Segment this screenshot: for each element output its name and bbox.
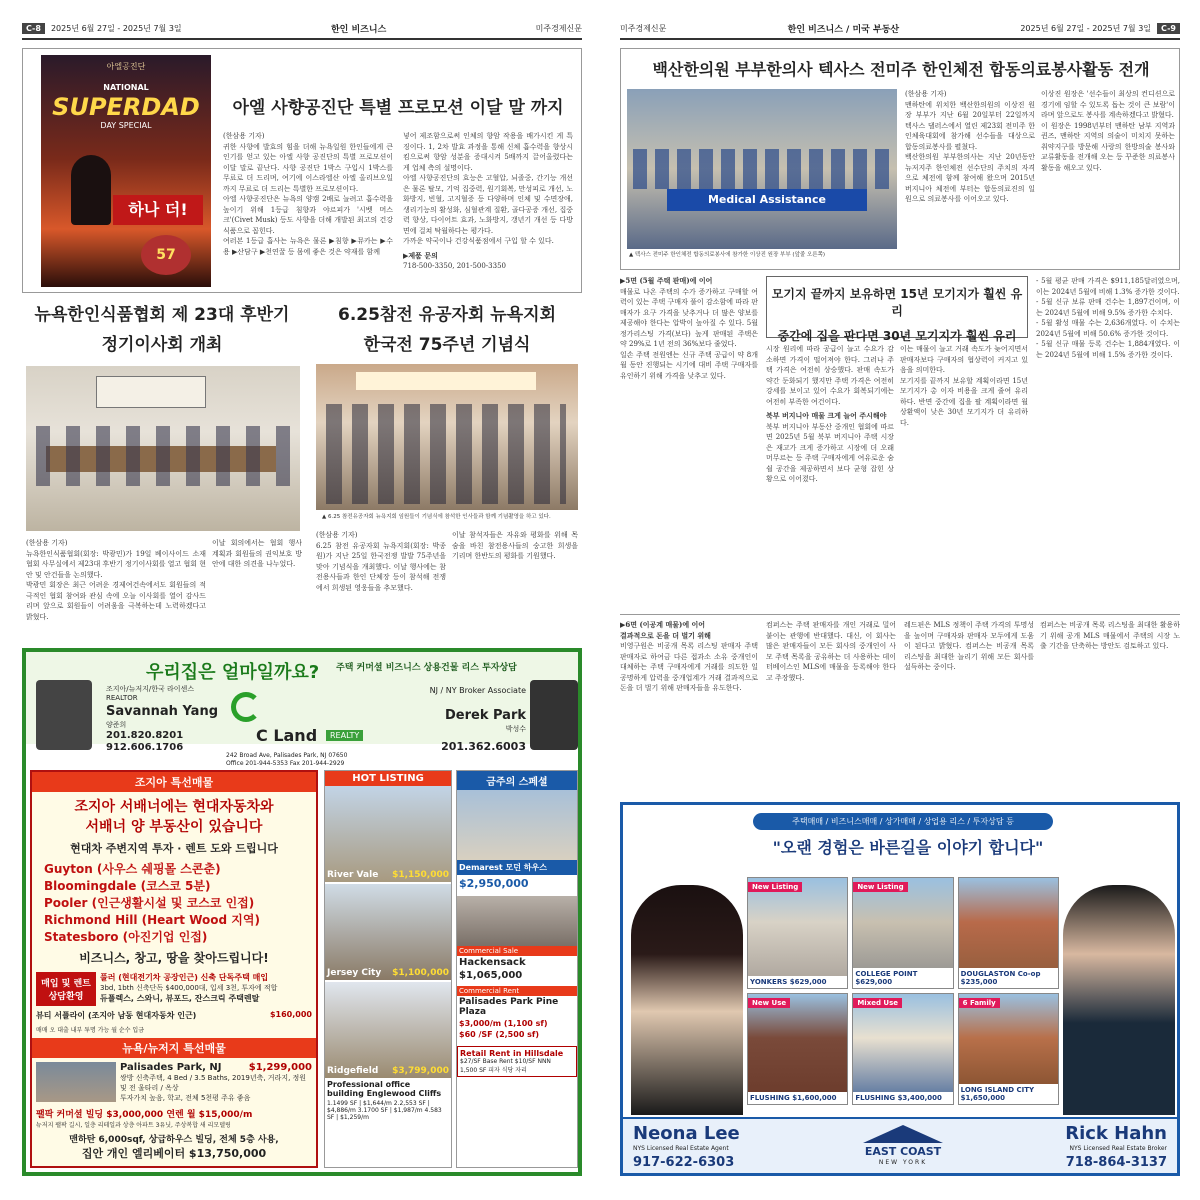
pooler-desc: 3bd, 1bth 신축단독 $400,000대, 입세 3천, 투자에 적합 [100, 984, 278, 992]
paper-name: 미주경제신문 [620, 23, 667, 33]
cland-office: Office 201-944-5353 Fax 201-944-2929 [226, 760, 345, 767]
agent1-name: Savannah Yang [106, 704, 218, 719]
headline-line: 6.25참전 유공자회 뉴욕지회 [337, 305, 556, 325]
ad-footer [623, 1117, 1177, 1173]
weekly-special-column [456, 770, 578, 1168]
rent-name: Palisades Park Pine Plaza [459, 997, 559, 1017]
pp-photo [36, 1062, 116, 1102]
listing-card[interactable] [958, 877, 1059, 989]
agent1-photo [36, 680, 92, 750]
paragraph: 아엘 사향공진단의 효능은 고혈압, 뇌졸중, 간기능 개선은 물론 탈모, 기억 집중력, 원기회복, 만성피로 개선, 노화방지, 빈혈, 고지혈증 등 다양하며 인체 및 수면장애, 생리기능의 활성화, 심혈관계 질환, 골다공증 개선, 집중력 향상, 다이어트 효과, 노화방지, 갱년기 개선 등 다방면에 걸쳐 탁월하다는 평가다. [403, 174, 573, 235]
georgia-line1: 조지아 서배너에는 현대자동차와 [74, 799, 274, 815]
agent2-kr: 박성수 [505, 725, 526, 733]
pp-price: $1,299,000 [248, 1062, 312, 1073]
listing-card[interactable] [747, 993, 848, 1105]
pp-title: Palisades Park, NJ [120, 1062, 222, 1073]
banner [96, 376, 206, 408]
cland-realty-ad [22, 648, 582, 1176]
georgia-line3: 현대차 주변지역 투자 · 렌트 도와 드립니다 [70, 842, 278, 855]
pp-commercial: 팰팍 커머셜 빌딩 $3,000,000 연렌 월 $15,000/m [36, 1110, 253, 1120]
ad-title: SUPERDAD [52, 93, 200, 121]
story3-column-1 [316, 530, 446, 593]
byline: (한삼용 기자) [316, 531, 358, 539]
agent1-name: Neona Lee [633, 1123, 740, 1144]
listing-card[interactable] [747, 877, 848, 989]
paragraph: 맨하탄에 위치한 백산한의원의 이상진 원장 부부가 지난 6월 20일부터 22일까지 텍사스 댈러스에서 열린 제23회 전미주 한인체육대회에 참가해 선수들을 대상으로 합동의료봉사를 펼쳤다. [905, 100, 1035, 151]
listing-price: $629,000 [855, 978, 893, 986]
agent2-role: NJ / NY Broker Associate [429, 686, 526, 695]
agent2-title: NYS Licensed Real Estate Broker [1069, 1145, 1167, 1152]
byline: (한삼용 기자) [905, 90, 947, 98]
bldg-list: 1.1499 SF | $1,644/m 2.2,553 SF | $4,886/m 3.1700 SF | $1,987/m 4.583 SF | $1,259/m [327, 1100, 442, 1121]
paragraph: - 5월 신규 보류 판매 건수는 1,897건이며, 이는 2024년 5월에 비해 9.5% 증가한 수치다. [1036, 298, 1180, 317]
veterans-ceremony-photo [316, 364, 578, 510]
listing-name: LONG ISLAND CITY [960, 1086, 1035, 1094]
ad-promo: 하나 더! [113, 195, 203, 225]
hack-label: Commercial Sale [457, 946, 577, 956]
story2-column-1 [26, 538, 206, 622]
rent-label: Commercial Rent [457, 986, 577, 996]
paragraph: - 5월 신규 매물 등록 건수는 1,884개였다. 이는 2024년 5월에 비해 1.5% 증가한 것이다. [1036, 340, 1180, 359]
divider [620, 614, 1180, 615]
right-page [620, 18, 1180, 1178]
subheading: 북부 버지니아 매물 크게 늘어 주시해야 [766, 411, 887, 420]
agent1-phone1[interactable]: 201.820.8201 [106, 730, 184, 741]
agent2-photo [530, 680, 578, 750]
listing-price: $235,000 [960, 978, 998, 986]
page-header-left [22, 18, 582, 40]
listing-card[interactable] [325, 884, 451, 980]
listing-price: $1,600,000 [792, 1094, 837, 1102]
story-headline: 백산한의원 부부한의사 텍사스 전미주 한인체전 합동의료봉사활동 전개 [652, 60, 1150, 79]
story3-column-2 [766, 620, 896, 683]
paragraph: 이 원장은 1998년부터 맨하탄 남부 지역과 퀸즈, 맨하탄 지역의 의술이 미치지 못하는 취약지구를 방문해 사랑의 한방의술 봉사와 교류활동을 전개해 오는 등 꾸준한 의료봉사 활동을 해오고 있다. [1041, 121, 1175, 172]
paragraph: 넣어 제조함으로써 인체의 향암 작용을 배가시킨 게 특징이다. 1, 2차 발효 과정을 통해 신체 흡수력을 향상시킴으로써 향암 성분을 증대시켜 5배까지 끌어올렸다는 게 업체 측의 설명이다. [403, 132, 573, 172]
cland-logo-icon [231, 692, 261, 722]
commercial-bldg: Professional office building Englewood Cliffs [327, 1080, 442, 1098]
retail-title: Retail Rent in Hillsdale [460, 1049, 564, 1058]
eastcoast-logo: EAST COAST [864, 1145, 942, 1158]
story2-column-2 [212, 538, 302, 570]
ad-services: 주택 커머셜 비즈니스 상용건물 리스 투자상담 [336, 663, 517, 673]
story3-column-4 [1040, 620, 1180, 652]
medical-team-photo [627, 89, 897, 249]
headline-line: 중간에 집을 판다면 30년 모기지가 훨씬 유리 [777, 329, 1017, 343]
manhattan-line: 맨하탄 6,000sqf, 상급하우스 빌딩, 전체 5층 사용, [69, 1135, 279, 1145]
city-item: Guyton (사우스 쉐핑몰 스콘춘) [44, 862, 221, 876]
paragraph: - 5월 활성 매물 수는 2,636개였다. 이 수치는 2024년 5월에 비해 50.6% 증가한 것이다. [1036, 319, 1180, 338]
story-headline: 아엘 사향공진단 특별 프로모션 이달 말 까지 [232, 98, 564, 118]
listing-badge: New Listing [748, 882, 802, 892]
pp-comm-desc: 뉴저지 팰팍 길시, 일층 리테일과 상층 아파트 3유닛, 주상복합 새 리모델링 [36, 1122, 231, 1129]
continued-label: ▶5면 (5월 주택 판매)에 이어 [620, 276, 713, 285]
listing-card[interactable] [852, 877, 953, 989]
listing-price: $1,650,000 [960, 1094, 1005, 1102]
agent1-phone[interactable]: 917-622-6303 [633, 1155, 735, 1170]
superhero-figure [71, 155, 111, 225]
listing-card[interactable] [852, 993, 953, 1105]
agent2-name: Rick Hahn [1065, 1123, 1167, 1144]
service-tags: 주택매매 / 비즈니스매매 / 상가매매 / 상업용 리스 / 투자상담 등 [753, 813, 1053, 830]
page-header-right [620, 18, 1180, 40]
pp-desc2: 투자가치 높음, 학교, 전체 5천평 주유 좋음 [120, 1094, 251, 1102]
paper-name: 미주경제신문 [535, 23, 582, 33]
story3-column-3 [904, 620, 1034, 673]
listing-price: $3,799,000 [392, 1066, 449, 1076]
georgia-line4: 비즈니스, 창고, 땅을 찾아드립니다! [79, 951, 269, 965]
story-ael-promo [22, 48, 582, 293]
cland-address: 242 Broad Ave, Palisades Park, NJ 07650 [226, 752, 348, 759]
city-item: Bloomingdale (코스코 5분) [44, 879, 211, 893]
agent2-photo [1063, 885, 1175, 1115]
manhattan-line2: 집안 개인 엘리베이터 $13,750,000 [81, 1147, 267, 1160]
headline-line: 모기지 끝까지 보유하면 15년 모기지가 훨씬 유리 [771, 287, 1023, 318]
story-column-1 [223, 131, 393, 257]
listing-name: River Vale [327, 870, 379, 880]
issue-date: 2025년 6월 27일 - 2025년 7월 3일 [1020, 23, 1152, 33]
georgia-header: 조지아 특선매물 [32, 772, 316, 792]
cland-logo: C Land [256, 726, 318, 745]
mortgage-column-3 [900, 344, 1028, 428]
listing-card[interactable] [325, 982, 451, 1078]
listing-badge: Mixed Use [853, 998, 902, 1008]
banner [356, 372, 536, 390]
agent1-title: NYS Licensed Real Estate Agent [633, 1145, 729, 1152]
listing-card[interactable] [958, 993, 1059, 1105]
paragraph: 귀한 사향에 발효의 힘을 더해 뉴욕일원 한인들에게 큰 인기를 얻고 있는 아엘 사향 공진단의 특별 프로모션이 이달 말로 끝난다. 사향 공진단 1박스 구입시 1박스를 무료로 더 드리며, 여기에 이스라엘산 아엘 올리브오일까지 무료로 더 드리는 특별한 프로모션이다. [223, 142, 393, 193]
nj-header: 뉴욕/뉴저지 특선매물 [32, 1038, 316, 1058]
retail-desc2: 1,500 SF 피자 식당 자리 [460, 1067, 527, 1074]
byline: (한삼용 기자) [223, 132, 265, 140]
listing-price: $1,100,000 [392, 968, 449, 978]
mortgage-column-2 [766, 344, 894, 485]
ad-banner: 우리집은 얼마일까요? [146, 662, 320, 683]
page-number: C-8 [22, 23, 45, 34]
ad-national: NATIONAL [103, 83, 149, 92]
listing-badge: 6 Family [959, 998, 1000, 1008]
continued-label: ▶6면 (이공계 매물)에 이어 [620, 620, 706, 629]
agent1-photo [631, 885, 743, 1115]
beauty-price: $160,000 [269, 1010, 312, 1019]
beauty-desc: 매매 오 대출 내부 투명 가능 월 순수 입금 [36, 1027, 144, 1034]
paragraph: 박광민 회장은 최근 어려운 경제여건속에서도 회원들의 적극적인 협회 참여와 관심 속에 오늘 이사회를 열어 감사드리며 앞으로 회원들이 어려움을 극복하는데 노력하겠다고 밝혔다. [26, 581, 206, 621]
hack-name: Hackensack [459, 957, 526, 968]
paragraph: 모기지를 끝까지 보유할 계획이라면 15년 모기지가 총 이자 비용을 크게 줄여 유리하다. 반면 중간에 집을 팔 계획이라면 월 상환액이 낮은 30년 모기지가 더 유리하다. [900, 376, 1028, 427]
story3-column-1 [620, 620, 758, 694]
listing-name: COLLEGE POINT [855, 970, 918, 978]
paragraph: 뉴욕한인식품협회(회장: 박광민)가 19일 베이사이드 소재 협회 사무실에서 제23대 후반기 정기이사회를 열고 협회 현안 및 안건들을 논의했다. [26, 549, 207, 579]
paragraph: 일손 주택 전원엔는 신규 주택 공급이 약 8개월 동안 진행되는 시기에 대비 주택 구매자를 유인하기 위해 가격을 낮추고 있다. [620, 350, 758, 380]
headline-line: 뉴욕한인식품협회 제 23대 후반기 [34, 305, 290, 325]
paragraph: 가까운 약국이나 건강식품점에서 구입 할 수 있다. [403, 237, 554, 245]
paragraph: 이는 매물이 늘고 거래 속도가 늦어지면서 판매자보다 구매자의 협상력이 커지고 있음을 의미한다. [900, 345, 1028, 374]
story3-column-2 [452, 530, 578, 562]
listing-badge: New Use [748, 998, 790, 1008]
agent1-phone2[interactable]: 912.606.1706 [106, 742, 184, 753]
paragraph: 이날 참석자들은 자유와 평화를 위해 목숨을 바친 참전용사들의 숭고한 희생을 기리며 한반도의 평화를 기원했다. [452, 531, 578, 560]
medical-banner: Medical Assistance [667, 189, 867, 211]
mortgage-column-4 [1036, 276, 1180, 360]
attendees [326, 404, 566, 504]
cland-logo-sub: REALTY [326, 730, 363, 741]
paragraph: 컴퍼스는 비공개 목록 리스팅을 최대한 활용하기 위해 공개 MLS 매물에서 주택의 시장 노출 기간을 단축하는 방안도 검토하고 있다. [1040, 621, 1180, 650]
ad-brand: 아엘공진단 [106, 62, 146, 71]
section-title: 한인 비즈니스 [330, 24, 387, 35]
pooler-title: 풀러 (현대전기차 공장인근) 신축 단독주택 매입 [100, 973, 269, 982]
agent2-name: Derek Park [444, 708, 526, 723]
paragraph: - 5월 평균 판매 가격은 $911,185달러였으며, 이는 2024년 5월에 비해 1.3% 증가한 것이다. [1036, 277, 1180, 296]
demarest-price: $2,950,000 [459, 877, 529, 890]
story-column-2 [403, 131, 573, 272]
paragraph: 매물로 나온 주택의 수가 증가하고 구매할 여력이 있는 주택 구매자 풀이 감소함에 따라 판매자가 요구 가격을 낮추거나 더 많은 양보를 제공해야 한다는 압박이 높아질 수 있다. 5월 정가리스팅 가격(보다) 높게 판매된 주택은 약 29%로 1년 전의 36%보다 줄었다. [620, 287, 758, 348]
demarest-photo [457, 790, 577, 860]
listing-price: $629,000 [789, 978, 827, 986]
paragraph: 레드핀은 MLS 정책이 주택 가격의 투명성을 높이며 구매자와 판매자 모두에게 도움이 된다고 밝혔다. 컴퍼스는 비공개 목록 리스팅을 최대한 늘리기 위해 모든 회사를 설득하는 중이다. [904, 621, 1034, 671]
issue-date: 2025년 6월 27일 - 2025년 7월 3일 [50, 23, 182, 33]
rent-price2: $60 /SF (2,500 sf) [459, 1030, 540, 1039]
eastcoast-realty-ad [620, 802, 1180, 1176]
listing-name: Ridgefield [327, 1066, 379, 1076]
listing-name: FLUSHING [855, 1094, 896, 1102]
ad-subtitle: DAY SPECIAL [100, 121, 152, 130]
city-list [44, 860, 304, 945]
section-title: 한인 비즈니스 / 미국 부동산 [787, 24, 900, 35]
listing-name: DOUGLASTON Co-op [960, 970, 1041, 978]
pooler-types: 듀플렉스, 스와니, 뷰포드, 잔스크릭 주택렌탈 [100, 994, 260, 1003]
attendees [36, 426, 296, 486]
story-column-1 [905, 89, 1035, 205]
byline: (한삼용 기자) [26, 539, 68, 547]
paragraph: 이상진 원장은 '선수들이 최상의 컨디션으로 경기에 임할 수 있도록 돕는 것이 큰 보람'이라며 앞으로도 봉사를 계속하겠다고 밝혔다. [1041, 90, 1175, 119]
mortgage-headline-box [766, 276, 1028, 343]
listing-name: YONKERS [750, 978, 788, 986]
agent1-role: 조지아/뉴저지/한국 라이센스 REALTOR [106, 685, 195, 702]
eastcoast-logo-icon [863, 1125, 943, 1143]
listing-name: Jersey City [327, 968, 382, 978]
paragraph: 비영구원은 비공개 목록 리스팅 판매자 주택 판매자로 하여금 다른 접과소 소유 중개인이 대체하는 주택 구매자에게 거래를 의도한 일 공명하게 압력을 중개업계가 거래 결과적으로 돈을 더 벌기 위해 판매자들을 유도한다. [620, 642, 758, 692]
sale-tag: 매입 및 렌트 상담환영 [36, 972, 96, 1006]
paragraph: 아엘 사향공진단은 뉴욕의 양캠 2배로 늘려고 흡수력을 높이기 위해 1등급 침향과 야르피가 '시벳 머스크'(Civet Musk) 등도 사향을 더해 개발된 최고의 건강식품으로 꼽힌다. [223, 195, 393, 235]
photo-caption: ▲ 텍사스 전미주 한인체전 합동의료봉사에 참가한 이상진 원장 부부 (앞줄 오른쪽) [629, 252, 826, 258]
eastcoast-logo-sub: NEW YORK [878, 1159, 928, 1166]
story3-headline [312, 300, 582, 360]
hot-listing-column [324, 770, 452, 1168]
retail-desc: $27/SF Base Rent $10/SF NNN [460, 1058, 551, 1065]
beauty-title: 뷰티 서플라이 (조지아 남동 현대자동차 인근) [36, 1011, 197, 1020]
team-members [633, 149, 891, 189]
paragraph: 6.25 참전 유공자회 뉴욕지회(회장: 박종원)가 지난 25일 한국전쟁 발발 75주년을 맞아 기념식을 개최했다. 이날 행사에는 참전용사들과 한인 단체장 등이 참석해 전쟁에서 희생된 영웅들을 추모했다. [316, 541, 446, 592]
photo-caption: ▲ 6.25 참전유공자회 뉴욕지회 임원들이 기념식에 참석한 인사들과 함께 기념촬영을 하고 있다. [322, 514, 551, 520]
story-column-2 [1041, 89, 1175, 173]
demarest-title: Demarest 모던 하우스 [457, 860, 577, 875]
headline-line: 정기이사회 개최 [101, 335, 223, 355]
listing-name: FLUSHING [750, 1094, 790, 1102]
listings-grid [747, 877, 1059, 1105]
agent1-kr: 양준희 [106, 721, 127, 729]
paragraph: 북부 버지니아 부동산 중개인 협회에 따르면 2025년 5월 북부 버지니아 주택 시장은 재고가 크게 증가하고 시장에 더 오래 머무르는 등 주택 구매자에게 여유로운 숨 쉴 공간을 제공하면서 보다 균형 잡힌 상황으로 이어졌다. [766, 422, 894, 483]
rent-price: $3,000/m (1,100 sf) [459, 1019, 548, 1028]
agent2-phone[interactable]: 201.362.6003 [441, 740, 526, 753]
contact-label: ▶제품 문의 [403, 250, 438, 260]
paragraph: 여러본 1등급 흡사는 뉴욕은 물론 ▶침향 ▶뮤카는 ▶수용 ▶산담구 ▶천연꿀 등 몸에 좋은 것은 약재를 함께 [223, 237, 393, 256]
agent2-phone[interactable]: 718-864-3137 [1065, 1155, 1167, 1170]
georgia-listings [30, 770, 318, 1168]
ad-price: 57 [141, 235, 191, 275]
listing-card[interactable] [325, 786, 451, 882]
contact-phone: 718-500-3350, 201-500-3350 [403, 262, 506, 270]
page-number: C-9 [1157, 23, 1180, 34]
city-item: Pooler (인근생활시설 및 코스코 인접) [44, 896, 255, 910]
paragraph: 시장 원리에 따라 공급이 늘고 수요가 감소하면 가격이 떨어져야 한다. 그러나 주택 가격은 여전히 상승했다. 판매 속도가 약간 둔화되기 했지만 주택 가격은 여전히 강세를 보이고 있어 수요가 회복되기에는 여전히 부족한 여건이다. [766, 345, 894, 406]
board-meeting-photo [26, 366, 300, 531]
pp-desc: 쌍방 신축주택, 4 Bed / 3.5 Baths, 2019년축, 거라지, 정원 및 전 울타리 / 옥상 [120, 1074, 307, 1092]
slogan: "오랜 경험은 바른길을 이야기 합니다" [772, 838, 1044, 857]
paragraph: 백산한의원 부부한의사는 지난 20년동안 뉴저지주 한인체전 선수단의 주치의 자격으로 체전에 함께 참여해 왔으며 2015년 버지니아 체전에 부터는 합동의료진의 일원으로 의료봉사를 이어오고 있다. [905, 153, 1035, 203]
listing-price: $3,400,000 [897, 1094, 942, 1102]
left-page [22, 18, 582, 1178]
superdad-ad [41, 55, 211, 287]
continued-label: 결과적으로 돈을 더 벌기 위해 [620, 630, 711, 640]
listing-badge: New Listing [853, 882, 907, 892]
weekly-header: 금주의 스페셜 [457, 771, 577, 790]
hot-listing-header: HOT LISTING [325, 771, 451, 786]
mortgage-column-1 [620, 276, 758, 381]
story-medical-volunteer [620, 48, 1180, 270]
paragraph: 이날 회의에서는 협회 행사 계획과 회원들의 권익보호 방안에 대한 의견을 나누었다. [212, 539, 302, 568]
city-item: Statesboro (아진기업 인접) [44, 930, 208, 944]
headline-line: 한국전 75주년 기념식 [363, 335, 531, 355]
hackensack-photo [457, 896, 577, 946]
georgia-line2: 서배너 양 부동산이 있습니다 [85, 819, 263, 835]
story2-headline [22, 300, 302, 360]
paragraph: 컴퍼스는 주택 판매자를 개인 거래로 밀어붙이는 관행에 반대했다. 대신, 이 회사는 많은 판매자들이 모든 회사의 중개인이 사모 주택 목록을 공유하는 더 사용하는 데이터베이스인 MLS에 매물을 등록해야 한다고 주장했다. [766, 621, 896, 682]
hack-price: $1,065,000 [459, 970, 523, 981]
city-item: Richmond Hill (Heart Wood 지역) [44, 913, 260, 927]
listing-price: $1,150,000 [392, 870, 449, 880]
